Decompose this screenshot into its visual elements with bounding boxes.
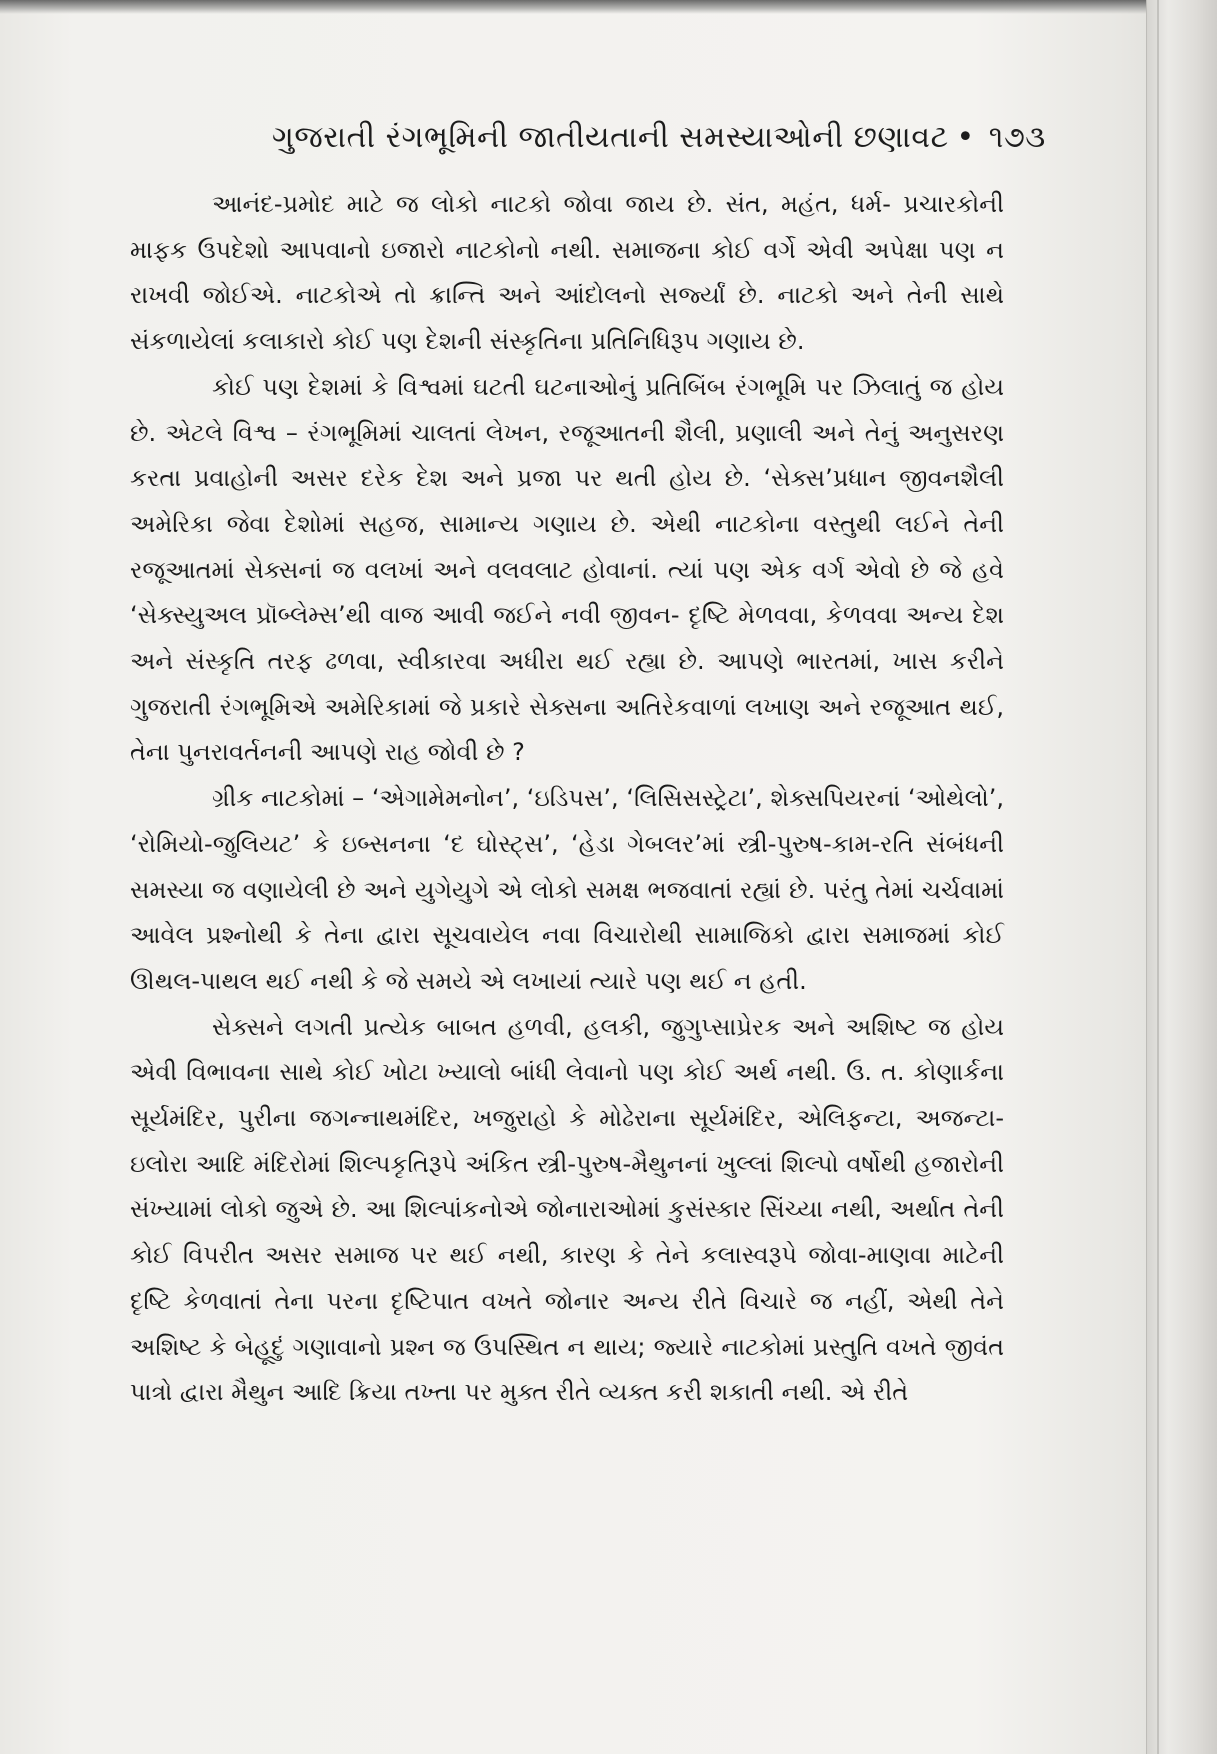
header-bullet: • <box>956 120 975 155</box>
paragraph: સેક્સને લગતી પ્રત્યેક બાબત હળવી, હલકી, જુગુપ્સાપ્રેરક અને અશિષ્ટ જ હોય એવી વિભાવના સાથે કોઈ ખોટા ખ્યાલો બાંધી લેવાનો પણ કોઈ અર્થ નથી. ઉ. ત. કોણાર્કના સૂર્યમંદિર, પુરીના જગન્નાથમંદિર, ખજુરાહો કે મોઢેરાના સૂર્યમંદિર, એલિફન્ટા, અજન્ટા-ઇલોરા આદિ મંદિરોમાં શિલ્પકૃતિરૂપે અંકિત સ્ત્રી-પુરુષ-મૈથુનનાં ખુલ્લાં શિલ્પો વર્ષોથી હજારોની સંખ્યામાં લોકો જુએ છે. આ શિલ્પાંકનોએ જોનારાઓમાં કુસંસ્કાર સિંચ્યા નથી, અર્થાત તેની કોઈ વિપરીત અસર સમાજ પર થઈ નથી, કારણ કે તેને કલાસ્વરૂપે જોવા-માણવા માટેની દૃષ્ટિ કેળવાતાં તેના પરના દૃષ્ટિપાત વખતે જોનાર અન્ય રીતે વિચારે જ નહીં, એથી તેને અશિષ્ટ કે બેહૂદું ગણાવાનો પ્રશ્ન જ ઉપસ્થિત ન થાય; જ્યારે નાટકોમાં પ્રસ્તુતિ વખતે જીવંત પાત્રો દ્વારા મૈથુન આદિ ક્રિયા તખ્તા પર મુક્ત રીતે વ્યક્ત કરી શકાતી નથી. એ રીતે <box>130 1012 1004 1407</box>
running-header <box>272 120 1046 155</box>
paragraph: આનંદ-પ્રમોદ માટે જ લોકો નાટકો જોવા જાય છે. સંત, મહંત, ધર્મ- પ્રચારકોની માફક ઉપદેશો આપવાનો ઇજારો નાટકોનો નથી. સમાજના કોઈ વર્ગે એવી અપેક્ષા પણ ન રાખવી જોઈએ. નાટકોએ તો ક્રાન્તિ અને આંદોલનો સર્જ્યાં છે. નાટકો અને તેની સાથે સંકળાયેલાં કલાકારો કોઈ પણ દેશની સંસ્કૃતિના પ્રતિનિધિરૂપ ગણાય છે. <box>130 190 1004 356</box>
page-number: ૧૭૩ <box>988 120 1046 155</box>
paragraph: કોઈ પણ દેશમાં કે વિશ્વમાં ઘટતી ઘટનાઓનું પ્રતિબિંબ રંગભૂમિ પર ઝિલાતું જ હોય છે. એટલે વિશ્વ – રંગભૂમિમાં ચાલતાં લેખન, રજૂઆતની શૈલી, પ્રણાલી અને તેનું અનુસરણ કરતા પ્રવાહોની અસર દરેક દેશ અને પ્રજા પર થતી હોય છે. ‘સેક્સ’પ્રધાન જીવનશૈલી અમેરિકા જેવા દેશોમાં સહજ, સામાન્ય ગણાય છે. એથી નાટકોના વસ્તુથી લઈને તેની રજૂઆતમાં સેક્સનાં જ વલખાં અને વલવલાટ હોવાનાં. ત્યાં પણ એક વર્ગ એવો છે જે હવે ‘સેક્સ્યુઅલ પ્રૉબ્લેમ્સ’થી વાજ આવી જઈને નવી જીવન- દૃષ્ટિ મેળવવા, કેળવવા અન્ય દેશ અને સંસ્કૃતિ તરફ ઢળવા, સ્વીકારવા અધીરા થઈ રહ્યા છે. આપણે ભારતમાં, ખાસ કરીને ગુજરાતી રંગભૂમિએ અમેરિકામાં જે પ્રકારે સેક્સના અતિરેકવાળાં લખાણ અને રજૂઆત થઈ, તેના પુનરાવર્તનની આપણે રાહ જોવી છે ? <box>130 372 1004 767</box>
body-text <box>130 182 1004 1416</box>
paragraph: ગ્રીક નાટકોમાં – ‘એગામેમનોન’, ‘ઇડિપસ’, ‘લિસિસસ્ટ્રેટા’, શેક્સપિયરનાં ‘ઓથેલો’, ‘રોમિયો-જુલિયટ’ કે ઇબ્સનના ‘દ ઘોસ્ટ્સ’, ‘હેડા ગેબલર’માં સ્ત્રી-પુરુષ-કામ-રતિ સંબંધની સમસ્યા જ વણાયેલી છે અને યુગેયુગે એ લોકો સમક્ષ ભજવાતાં રહ્યાં છે. પરંતુ તેમાં ચર્ચવામાં આવેલ પ્રશ્નોથી કે તેના દ્વારા સૂચવાયેલ નવા વિચારોથી સામાજિકો દ્વારા સમાજમાં કોઈ ઊથલ-પાથલ થઈ નથી કે જે સમયે એ લખાયાં ત્યારે પણ થઈ ન હતી. <box>130 784 1004 995</box>
running-title: ગુજરાતી રંગભૂમિની જાતીયતાની સમસ્યાઓની છણાવટ <box>272 120 949 155</box>
page-fold-line <box>1157 0 1159 1754</box>
scan-top-shadow <box>0 0 1217 14</box>
